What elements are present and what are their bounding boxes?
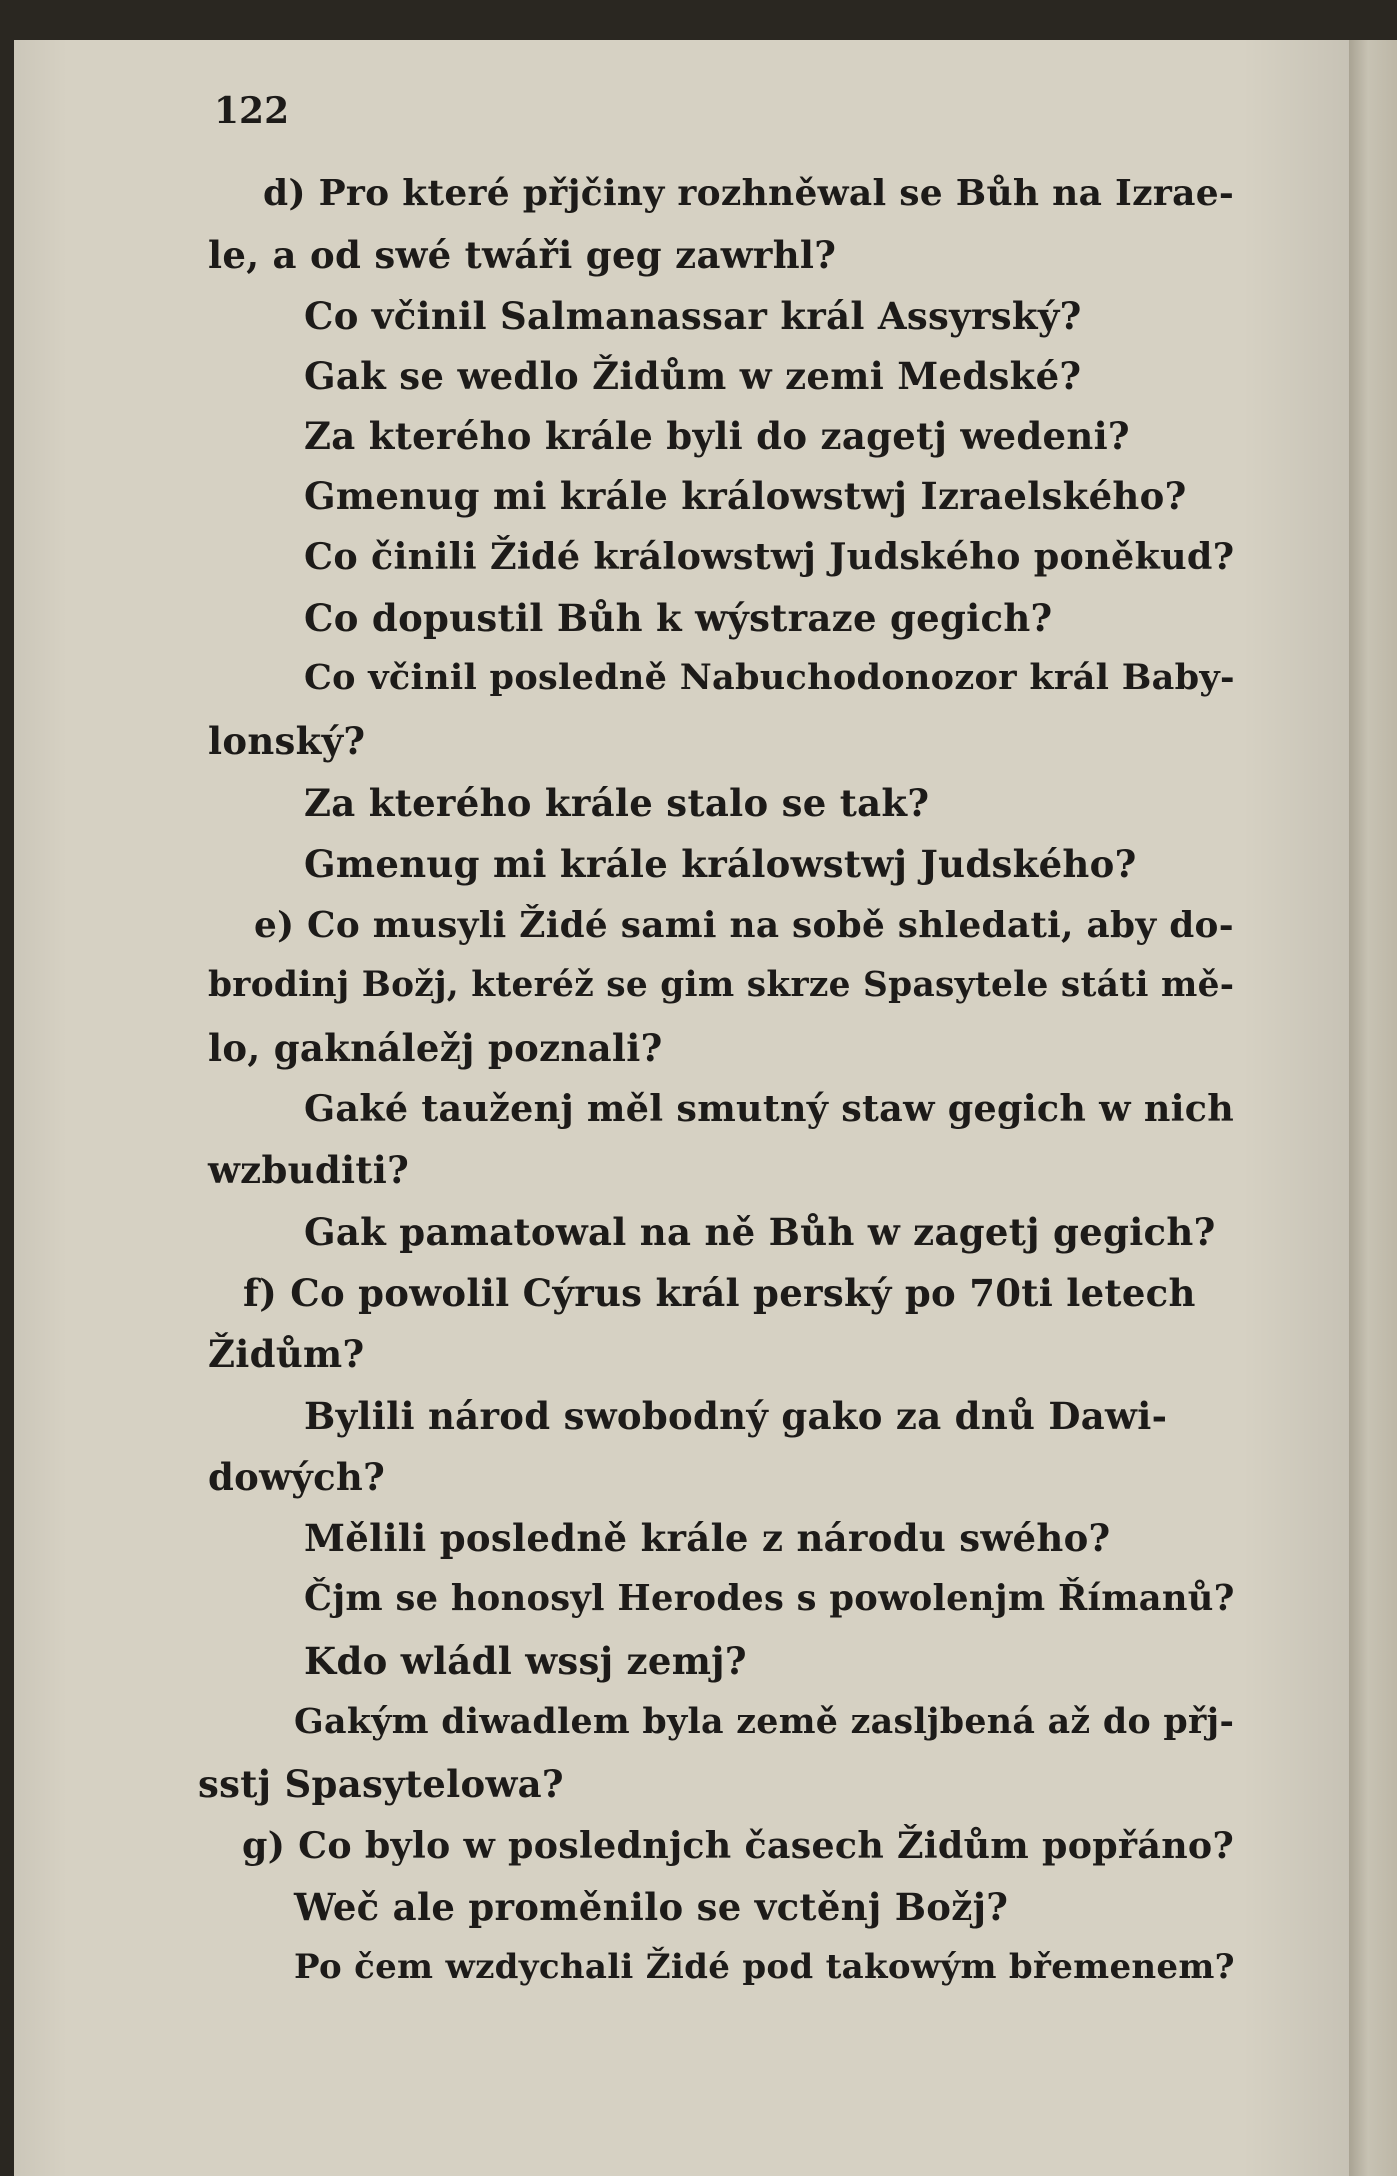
text-line: Čjm se honosyl Herodes s powolenjm Římanů? [304,1578,1235,1619]
text-line: e) Co musyli Židé sami na sobě shledati, aby do- [254,904,1234,946]
text-line: Gak pamatowal na ně Bůh w zagetj gegich? [304,1210,1216,1254]
text-line: f) Co powolil Cýrus král perský po 70ti letech [243,1271,1196,1315]
text-line: Weč ale proměnilo se vctěnj Božj? [294,1885,1009,1929]
text-line: lo, gaknáležj poznali? [208,1026,663,1070]
text-line: Gaké tauženj měl smutný staw gegich w nich [304,1087,1235,1130]
text-line: Za kterého krále byli do zagetj wedeni? [304,414,1130,458]
text-line: Mělili posledně krále z národu swého? [304,1516,1111,1560]
text-block [14,40,1349,2176]
text-line: le, a od swé twáři geg zawrhl? [208,233,837,277]
text-line: Gak se wedlo Židům w zemi Medské? [304,354,1082,398]
text-line: Po čem wzdychali Židé pod takowým břemenem? [294,1947,1235,1987]
text-line: Co činili Židé králowstwj Judského poněkud? [304,535,1235,578]
book-page [14,40,1349,2176]
text-line: sstj Spasytelowa? [198,1762,564,1806]
text-line: Gmenug mi krále králowstwj Judského? [304,842,1137,886]
text-line: dowých? [208,1455,386,1499]
text-line: g) Co bylo w poslednjch časech Židům popřáno? [242,1824,1235,1867]
text-line: lonský? [208,719,366,763]
text-line: d) Pro které přjčiny rozhněwal se Bůh na Izrae- [263,172,1235,214]
text-line: brodinj Božj, kteréž se gim skrze Spasytele státi mě- [208,965,1235,1005]
page-edge [1349,40,1397,2176]
text-line: Židům? [208,1332,365,1376]
page-number: 122 [214,90,290,132]
text-line: Za kterého krále stalo se tak? [304,781,930,825]
text-line: Kdo wládl wssj zemj? [304,1639,747,1683]
text-line: Gmenug mi krále králowstwj Izraelského? [304,474,1187,518]
text-line: Bylili národ swobodný gako za dnů Dawi- [304,1394,1168,1438]
text-line: Co včinil Salmanassar král Assyrský? [304,294,1082,338]
text-line: Gakým diwadlem byla země zasljbená až do přj- [294,1701,1235,1742]
text-line: Co včinil posledně Nabuchodonozor král Baby- [304,657,1235,698]
text-line: Co dopustil Bůh k wýstraze gegich? [304,596,1053,640]
text-line: wzbuditi? [208,1148,410,1192]
